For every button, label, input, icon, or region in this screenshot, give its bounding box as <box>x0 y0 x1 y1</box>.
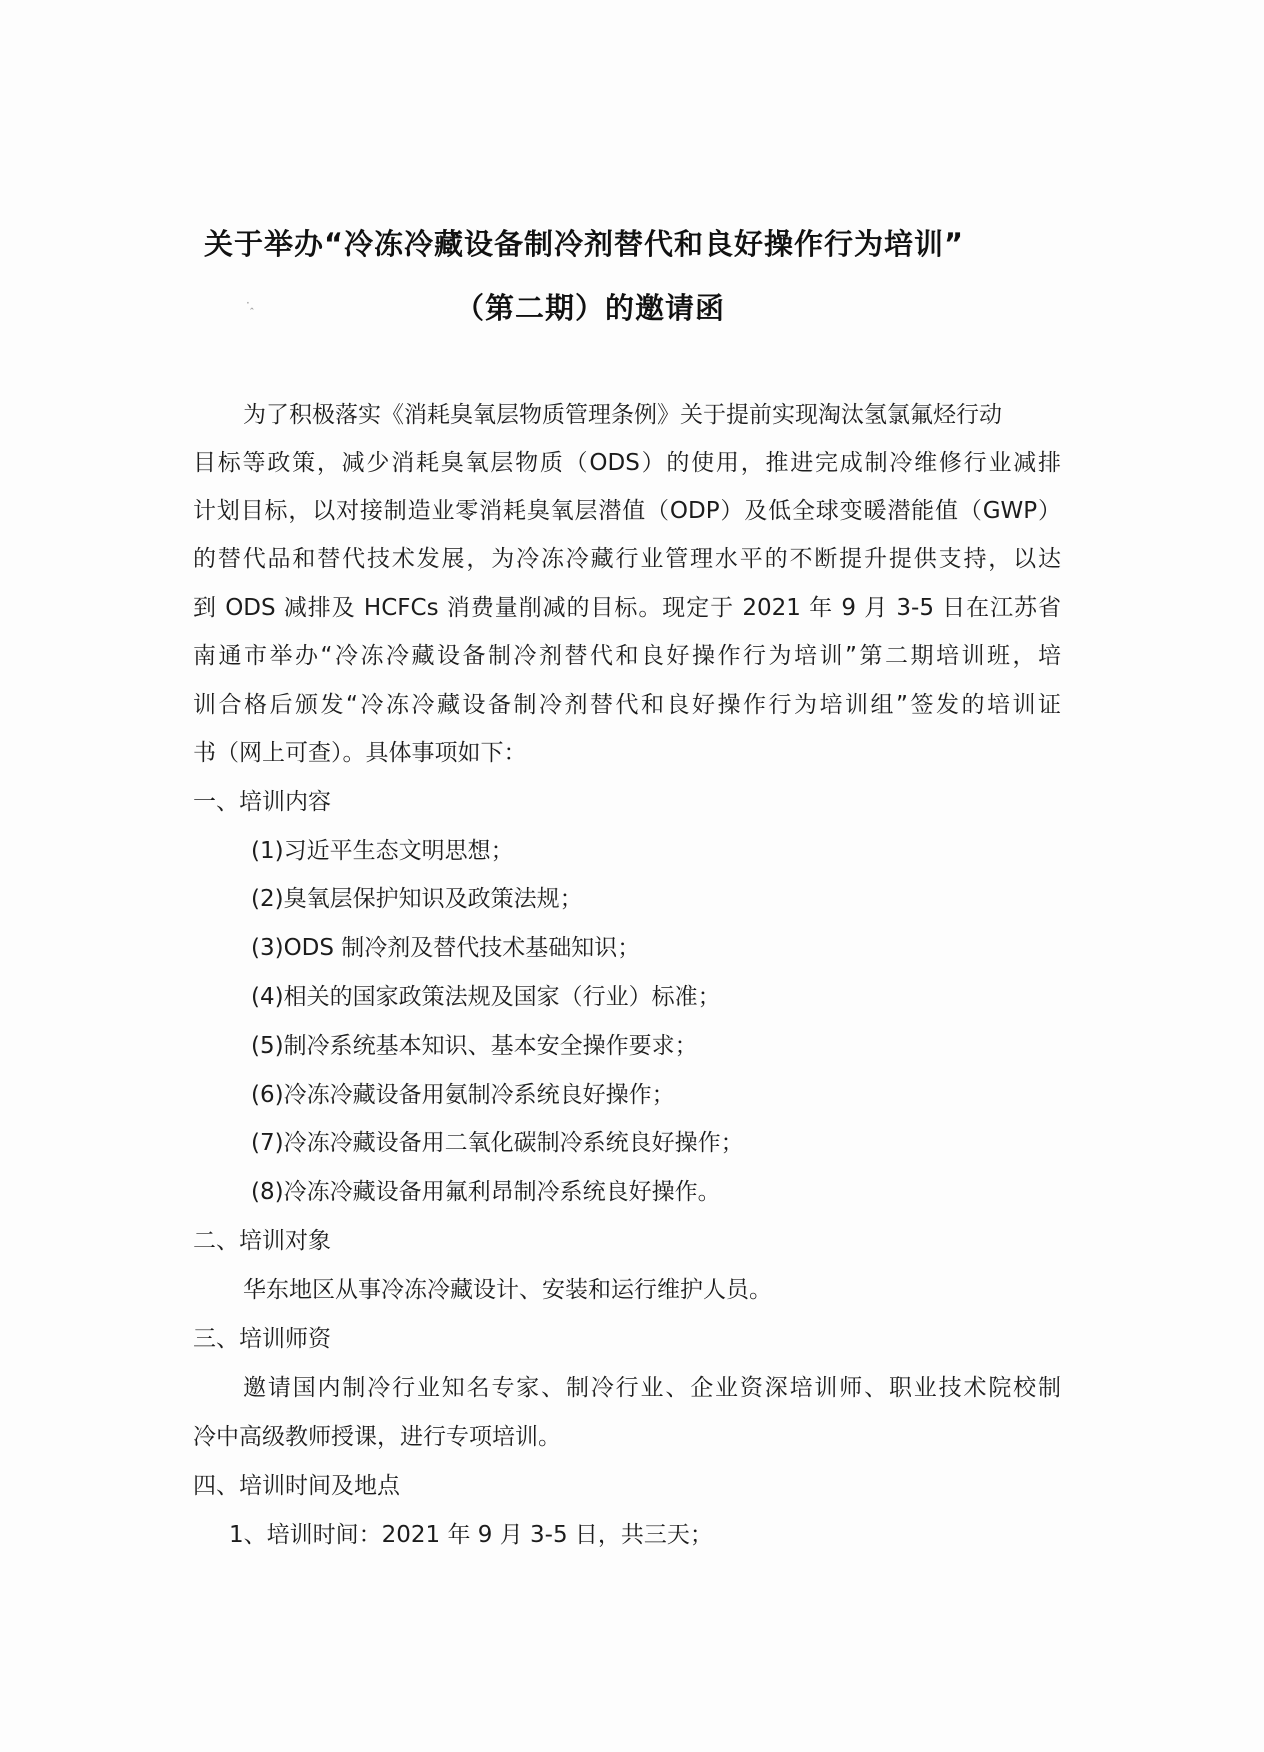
section-heading-content: 一、培训内容 <box>193 789 331 815</box>
training-time-item: 1、培训时间：2021 年 9 月 3-5 日，共三天； <box>229 1522 713 1548</box>
content-list-item: (8)冷冻冷藏设备用氟利昂制冷系统良好操作。 <box>251 1179 721 1205</box>
intro-line: 到 ODS 减排及 HCFCs 消费量削减的目标。现定于 2021 年 9 月 3-5 日在江苏省 <box>193 595 1061 621</box>
document-title-line2: （第二期）的邀请函 <box>454 291 725 325</box>
content-list-item: (6)冷冻冷藏设备用氨制冷系统良好操作； <box>251 1082 675 1108</box>
intro-line: 南通市举办“冷冻冷藏设备制冷剂替代和良好操作行为培训”第二期培训班，培 <box>193 643 1061 669</box>
document-title-line1: 关于举办“冷冻冷藏设备制冷剂替代和良好操作行为培训” <box>203 227 965 261</box>
intro-line: 目标等政策，减少消耗臭氧层物质（ODS）的使用，推进完成制冷维修行业减排 <box>193 450 1061 476</box>
intro-line: 的替代品和替代技术发展，为冷冻冷藏行业管理水平的不断提升提供支持，以达 <box>193 546 1061 572</box>
instructors-text-line1: 邀请国内制冷行业知名专家、制冷行业、企业资深培训师、职业技术院校制 <box>243 1375 1061 1401</box>
section-heading-audience: 二、培训对象 <box>193 1228 331 1254</box>
intro-line: 书（网上可查）。具体事项如下： <box>193 740 527 766</box>
content-list-item: (1)习近平生态文明思想； <box>251 838 514 864</box>
audience-text: 华东地区从事冷冻冷藏设计、安装和运行维护人员。 <box>243 1277 772 1303</box>
instructors-text-line2: 冷中高级教师授课，进行专项培训。 <box>193 1424 561 1450</box>
content-list-item: (4)相关的国家政策法规及国家（行业）标准； <box>251 984 721 1010</box>
content-list-item: (7)冷冻冷藏设备用二氧化碳制冷系统良好操作； <box>251 1130 744 1156</box>
content-list-item: (3)ODS 制冷剂及替代技术基础知识； <box>251 935 641 961</box>
scan-speck: ·ꞈ <box>246 296 254 310</box>
content-list-item: (5)制冷系统基本知识、基本安全操作要求； <box>251 1033 698 1059</box>
intro-line: 训合格后颁发“冷冻冷藏设备制冷剂替代和良好操作行为培训组”签发的培训证 <box>193 692 1061 718</box>
intro-line: 计划目标，以对接制造业零消耗臭氧层潜值（ODP）及低全球变暖潜能值（GWP） <box>193 498 1061 524</box>
section-heading-time-place: 四、培训时间及地点 <box>193 1473 400 1499</box>
intro-line: 为了积极落实《消耗臭氧层物质管理条例》关于提前实现淘汰氢氯氟烃行动 <box>243 402 1002 428</box>
section-heading-instructors: 三、培训师资 <box>193 1326 331 1352</box>
content-list-item: (2)臭氧层保护知识及政策法规； <box>251 886 583 912</box>
